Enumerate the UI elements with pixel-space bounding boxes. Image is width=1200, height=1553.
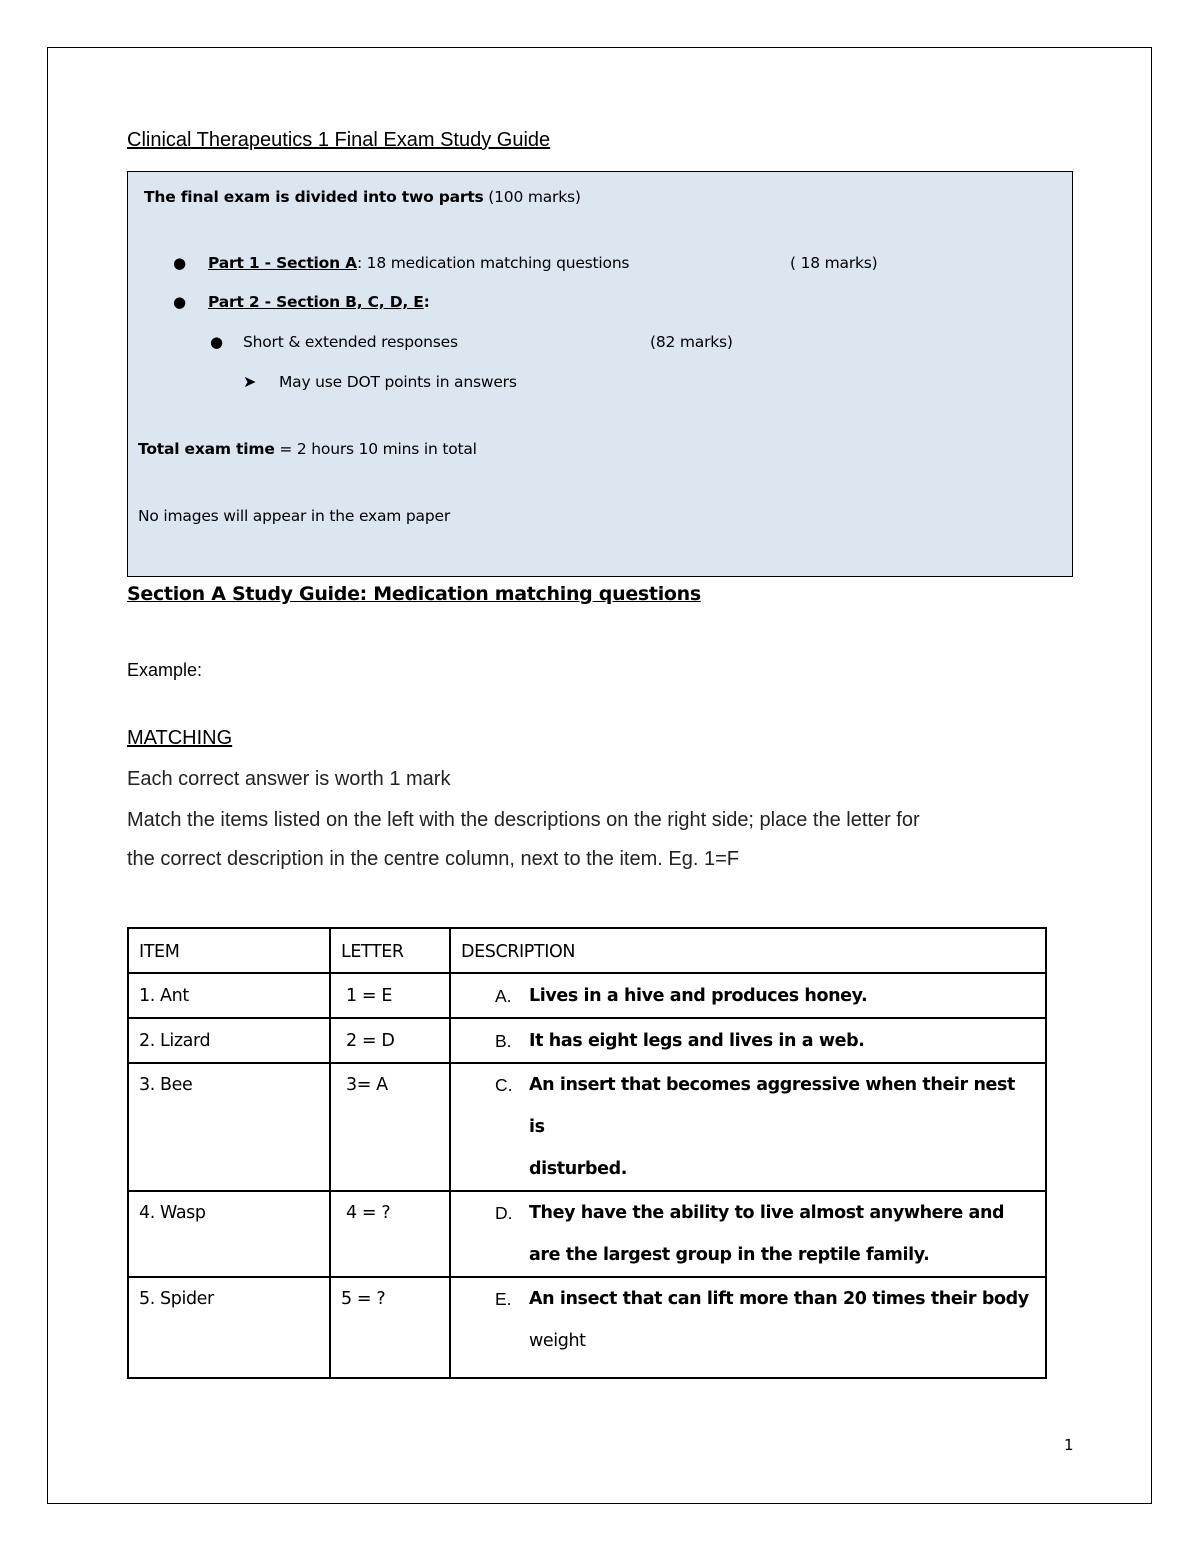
description-line-2: weight <box>529 1331 586 1351</box>
document-title: Clinical Therapeutics 1 Final Exam Study Guide <box>127 129 551 151</box>
section-a-heading: Section A Study Guide: Medication matching questions <box>127 583 701 605</box>
description-letter: C. <box>495 1075 513 1095</box>
row-item: 1. Ant <box>128 973 330 1018</box>
total-time-label: Total exam time <box>138 440 275 458</box>
row-description <box>450 973 1046 1018</box>
description-letter: E. <box>495 1289 512 1309</box>
row-item: 5. Spider <box>128 1277 330 1378</box>
part2-line <box>208 293 430 311</box>
bullet-dot-icon: ● <box>173 254 186 272</box>
matching-heading: MATCHING <box>127 727 233 749</box>
matching-table <box>127 927 1047 1379</box>
header-description: DESCRIPTION <box>450 928 1046 973</box>
no-images-note: No images will appear in the exam paper <box>138 507 450 525</box>
part1-description: : 18 medication matching questions <box>356 254 630 272</box>
exam-intro-bold: The final exam is divided into two parts <box>144 188 484 206</box>
table-row <box>128 1018 1046 1063</box>
description-letter: A. <box>495 986 512 1006</box>
sub-item-text: Short & extended responses <box>243 333 458 351</box>
row-description <box>450 1063 1046 1191</box>
row-item: 3. Bee <box>128 1063 330 1191</box>
description-text <box>529 1192 1004 1276</box>
row-item: 2. Lizard <box>128 1018 330 1063</box>
row-description <box>450 1191 1046 1277</box>
row-letter-value: 3= A <box>346 1075 388 1095</box>
description-text: It has eight legs and lives in a web. <box>529 1031 865 1051</box>
description-letter: D. <box>495 1203 513 1223</box>
description-text <box>529 1278 1029 1362</box>
row-letter <box>330 1191 450 1277</box>
description-text: Lives in a hive and produces honey. <box>529 986 868 1006</box>
description-line-1: An insect that can lift more than 20 times their body <box>529 1289 1029 1309</box>
table-header-row <box>128 928 1046 973</box>
part1-line <box>208 254 629 272</box>
table-row <box>128 973 1046 1018</box>
arrow-bullet-icon: ➤ <box>243 372 257 391</box>
part2-colon: : <box>423 293 430 311</box>
table-row <box>128 1063 1046 1191</box>
row-letter-value: 4 = ? <box>346 1203 391 1223</box>
row-item: 4. Wasp <box>128 1191 330 1277</box>
row-letter <box>330 1018 450 1063</box>
row-letter <box>330 1063 450 1191</box>
row-letter <box>330 973 450 1018</box>
row-letter: 5 = ? <box>330 1277 450 1378</box>
description-line-1: They have the ability to live almost anywhere and <box>529 1203 1005 1223</box>
exam-intro-line <box>144 188 581 206</box>
total-time-line <box>138 440 477 458</box>
description-line-1: An insert that becomes aggressive when their nest is <box>529 1075 1015 1137</box>
part2-label: Part 2 - Section B, C, D, E <box>208 293 424 311</box>
instruction-worth: Each correct answer is worth 1 mark <box>127 768 451 790</box>
row-description <box>450 1018 1046 1063</box>
row-description <box>450 1277 1046 1378</box>
sub-item-marks: (82 marks) <box>650 333 733 351</box>
exam-intro-marks: (100 marks) <box>483 188 581 206</box>
part1-marks: ( 18 marks) <box>790 254 878 272</box>
row-letter-value: 2 = D <box>346 1031 395 1051</box>
description-letter: B. <box>495 1031 512 1051</box>
bullet-dot-icon: ● <box>173 293 186 311</box>
instruction-match-line2: the correct description in the centre column, next to the item. Eg. 1=F <box>127 848 739 870</box>
exam-info-box <box>127 171 1073 577</box>
description-line-2: disturbed. <box>529 1159 627 1179</box>
example-label: Example: <box>127 660 203 680</box>
part1-label: Part 1 - Section A <box>208 254 357 272</box>
instruction-match-line1: Match the items listed on the left with the descriptions on the right side; place the letter for <box>127 809 920 831</box>
row-letter-value: 1 = E <box>346 986 392 1006</box>
table-row <box>128 1191 1046 1277</box>
total-time-value: = 2 hours 10 mins in total <box>274 440 477 458</box>
sub-sub-item-text: May use DOT points in answers <box>279 373 517 391</box>
description-text <box>529 1064 1035 1190</box>
table-row <box>128 1277 1046 1378</box>
header-letter: LETTER <box>330 928 450 973</box>
bullet-dot-icon: ● <box>210 333 223 351</box>
description-line-2: are the largest group in the reptile family. <box>529 1245 930 1265</box>
header-item: ITEM <box>128 928 330 973</box>
page-number: 1 <box>1064 1436 1074 1454</box>
